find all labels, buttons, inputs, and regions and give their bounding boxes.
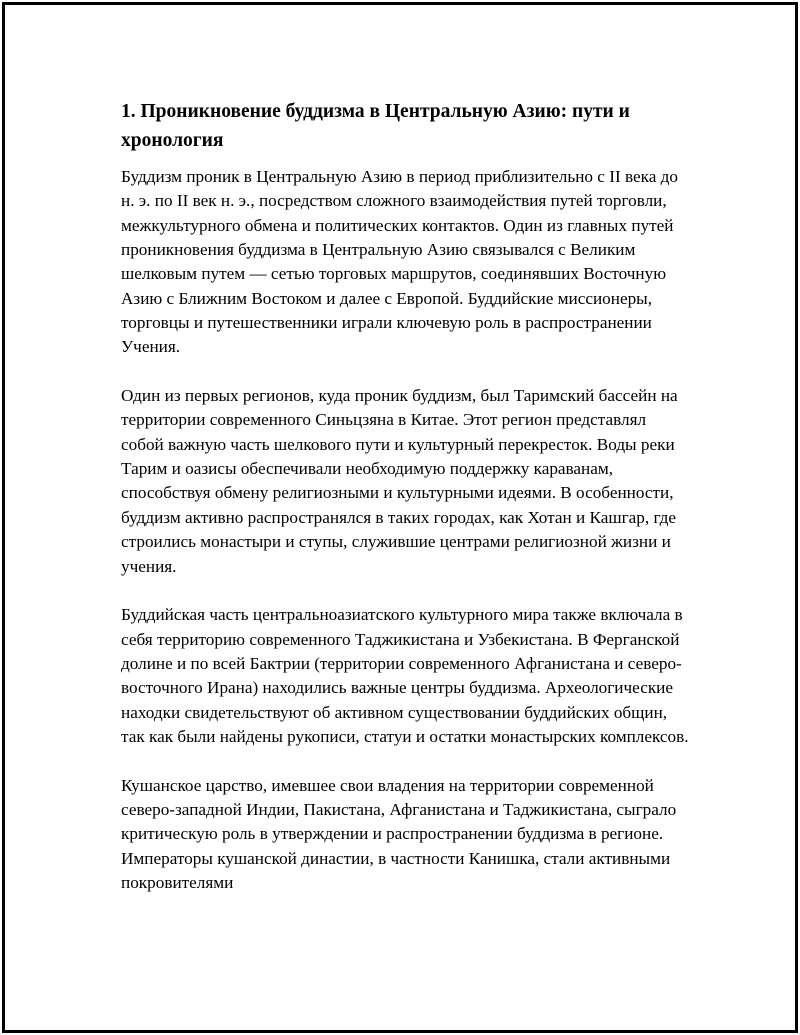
document-body (121, 97, 693, 895)
page-frame (2, 2, 798, 1033)
paragraph: Буддийская часть центральноазиатского культурного мира также включала в себя территорию современного Таджикистана и Узбекистана. В Ферганской долине и по всей Бактрии (территории современного Афганистана и северо-восточного Ирана) находились важные центры буддизма. Археологические находки свидетельствуют об активном существовании буддийских общин, так как были найдены рукописи, статуи и остатки монастырских комплексов. (121, 605, 689, 746)
paragraph: Один из первых регионов, куда проник буддизм, был Таримский бассейн на территории современного Синьцзяна в Китае. Этот регион представлял собой важную часть шелкового пути и культурный перекресток. Воды реки Тарим и оазисы обеспечивали необходимую поддержку караванам, способствуя обмену религиозными и культурными идеями. В особенности, буддизм активно распространялся в таких городах, как Хотан и Кашгар, где строились монастыри и ступы, служившие центрами религиозной жизни и учения. (121, 386, 678, 576)
paragraph: Буддизм проник в Центральную Азию в период приблизительно с II века до н. э. по II век н. э., посредством сложного взаимодействия путей торговли, межкультурного обмена и политических контактов. Один из главных путей проникновения буддизма в Центральную Азию связывался с Великим шелковым путем — сетью торговых маршрутов, соединявших Восточную Азию с Ближним Востоком и далее с Европой. Буддийские миссионеры, торговцы и путешественники играли ключевую роль в распространении Учения. (121, 167, 678, 357)
section-heading: 1. Проникновение буддизма в Центральную Азию: пути и хронология (121, 101, 630, 151)
paragraph: Кушанское царство, имевшее свои владения на территории современной северо-западной Индии, Пакистана, Афганистана и Таджикистана, сыграло критическую роль в утверждении и распространении буддизма в регионе. Императоры кушанской династии, в частности Канишка, стали активными покровителями (121, 775, 677, 892)
